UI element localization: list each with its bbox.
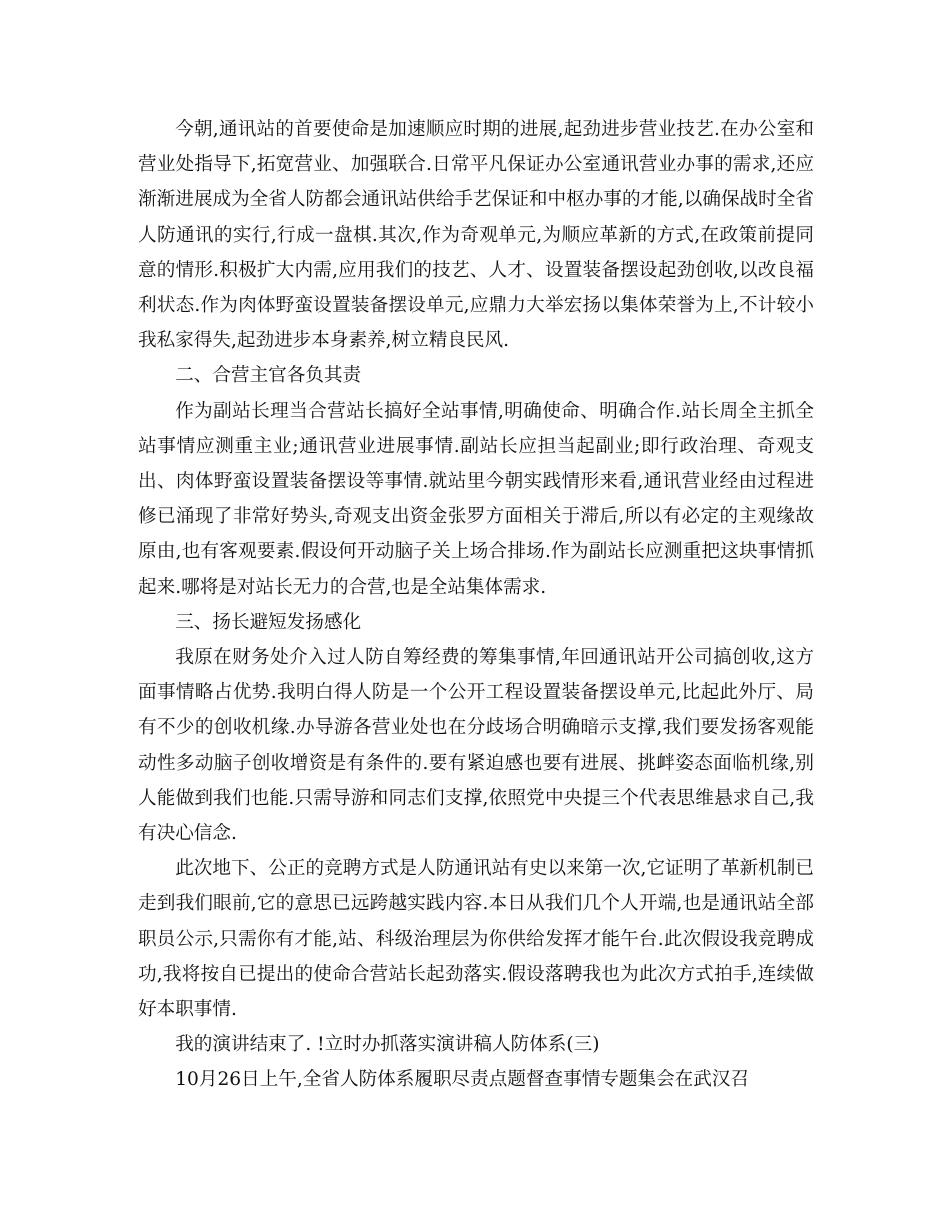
paragraph-competition: 此次地下、公正的竞聘方式是人防通讯站有史以来第一次,它证明了革新机制已走到我们眼前,它的意思已远跨越实践内容.本日从我们几个人开端,也是通讯站全部职员公示,只需你有才能,站、科级治理层为你供给发挥才能午台.此次假设我竞聘成功,我将按自已提出的使命合营站长起劲落实.假设落聘我也为此次方式拍手,连续做好本职事情. [138, 858, 814, 1021]
paragraph-meeting: 10月26日上午,全省人防体系履职尽责点题督查事情专题集会在武汉召 [175, 1069, 750, 1091]
speech-end-line: 我的演讲结束了. !立时办抓落实演讲稿人防体系(三) [175, 1034, 600, 1056]
paragraph-strengths: 我原在财务处介入过人防自筹经费的筹集事情,年回通讯站开公司搞创收,这方面事情略占优势.我明白得人防是一个公开工程设置装备摆设单元,比起此外厅、局有不少的创收机缘.办导游各营业处也在分歧场合明确暗示支撑,我们要发扬客观能动性多动脑子创收增资是有条件的.要有紧迫感也要有进展、挑衅姿态面临机缘,别人能做到我们也能.只需导游和同志们支撑,依照党中央提三个代表思维悬求自己,我有决心信念. [138, 647, 814, 845]
document-body [138, 112, 814, 1098]
section-heading-2: 二、合营主官各负其责 [175, 365, 362, 387]
paragraph-mission: 今朝,通讯站的首要使命是加速顺应时期的进展,起劲进步营业技艺.在办公室和营业处指导下,拓宽营业、加强联合.日常平凡保证办公室通讯营业办事的需求,还应渐渐进展成为全省人防都会通讯站供给手艺保证和中枢办事的才能,以确保战时全省人防通讯的实行,行成一盘棋.其次,作为奇观单元,为顺应革新的方式,在政策前提同意的情形.积极扩大内需,应用我们的技艺、人才、设置装备摆设起劲创收,以改良福利状态.作为肉体野蛮设置装备摆设单元,应鼎力大举宏扬以集体荣誉为上,不计较小我私家得失,起劲进步本身素养,树立精良民风. [138, 119, 814, 352]
section-heading-3: 三、扬长避短发扬感化 [175, 611, 362, 633]
paragraph-cooperation: 作为副站长理当合营站长搞好全站事情,明确使命、明确合作.站长周全主抓全站事情应测重主业;通讯营业进展事情.副站长应担当起副业;即行政治理、奇观支出、肉体野蛮设置装备摆设等事情.就站里今朝实践情形来看,通讯营业经由过程进修已涌现了非常好势头,奇观支出资金张罗方面相关于滞后,所以有必定的主观缘故原由,也有客观要素.假设何开动脑子关上场合排场.作为副站长应测重把这块事情抓起来.哪将是对站长无力的合营,也是全站集体需求. [138, 400, 814, 598]
